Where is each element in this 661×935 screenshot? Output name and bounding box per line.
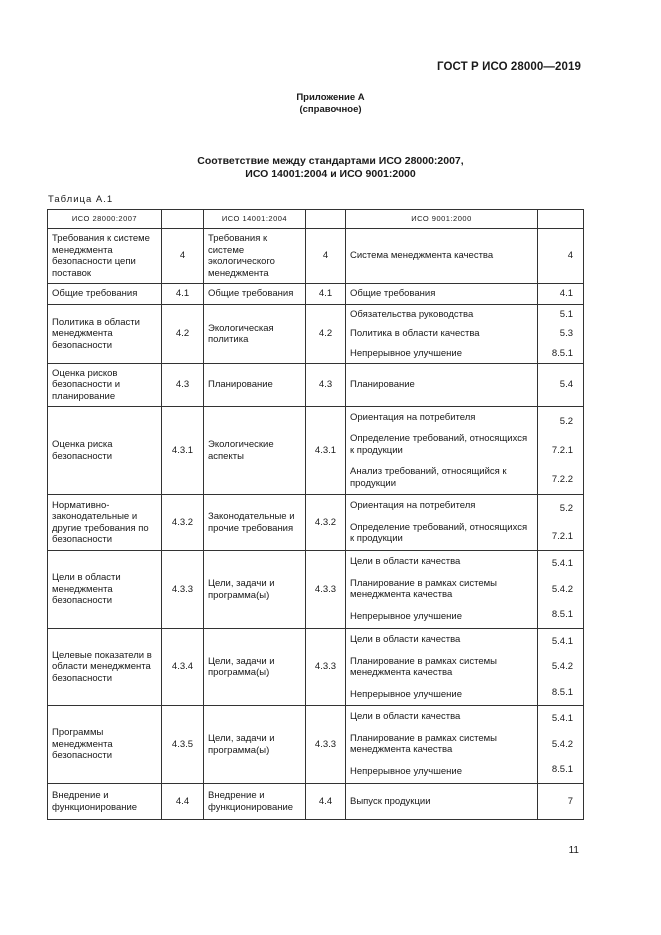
iso9001-requirements [346,284,538,305]
iso9001-clauses [538,364,584,407]
iso28000-clause: 4.3.2 [162,495,204,551]
iso28000-requirement: Политика в области менеджмента безопасности [48,305,162,364]
iso9001-clause: 5.4.2 [551,738,573,750]
header-iso9001: ИСО 9001:2000 [346,210,538,229]
iso28000-clause: 4.1 [162,284,204,305]
iso9001-clause: 7.2.1 [551,530,573,542]
annex-subtitle: (справочное) [299,104,362,115]
iso14001-clause: 4.1 [306,284,346,305]
iso28000-clause: 4.4 [162,784,204,820]
iso28000-requirement: Общие требования [48,284,162,305]
iso28000-requirement: Внедрение и функционирование [48,784,162,820]
section-title-line-2: ИСО 14001:2004 и ИСО 9001:2000 [245,168,416,180]
iso14001-requirement: Планирование [204,364,306,407]
iso9001-clause: 5.4.1 [551,635,573,647]
table-row [48,706,584,784]
iso9001-clause: 5.4 [559,379,573,391]
iso14001-clause: 4.2 [306,305,346,364]
iso9001-clauses [538,305,584,364]
iso14001-clause: 4 [306,229,346,284]
iso9001-clauses [538,551,584,629]
iso9001-clause: 5.4.2 [551,583,573,595]
iso28000-clause: 4.3.5 [162,706,204,784]
iso14001-requirement: Цели, задачи и программа(ы) [204,629,306,706]
iso9001-clause: 7 [567,795,573,807]
iso28000-clause: 4.3.3 [162,551,204,629]
iso9001-clauses [538,284,584,305]
iso9001-requirement: Непрерывное улучшение [350,611,462,623]
iso14001-requirement: Законодательные и прочие требования [204,495,306,551]
iso14001-clause: 4.4 [306,784,346,820]
table-row [48,305,584,364]
iso9001-requirement: Определение требований, относящихся к продукции [350,521,528,545]
iso14001-requirement: Общие требования [204,284,306,305]
iso28000-clause: 4.2 [162,305,204,364]
iso14001-requirement: Цели, задачи и программа(ы) [204,551,306,629]
iso9001-requirement: Непрерывное улучшение [350,766,462,778]
iso9001-clause: 4 [567,250,573,262]
iso28000-requirement: Требования к системе менеджмента безопасности цепи поставок [48,229,162,284]
iso14001-clause: 4.3.1 [306,407,346,495]
iso9001-clause: 5.4.1 [551,713,573,725]
iso9001-requirement: Непрерывное улучшение [350,688,462,700]
iso28000-clause: 4 [162,229,204,284]
iso9001-requirement: Определение требований, относящихся к продукции [350,433,528,456]
iso9001-clause: 8.5.1 [551,686,573,698]
iso14001-requirement: Требования к системе экологического менеджмента [204,229,306,284]
iso9001-requirements [346,551,538,629]
iso14001-clause: 4.3.3 [306,551,346,629]
iso9001-requirements [346,784,538,820]
iso9001-clauses [538,706,584,784]
iso9001-clause: 5.1 [559,308,573,320]
iso9001-requirement: Общие требования [350,288,436,300]
iso28000-clause: 4.3.4 [162,629,204,706]
iso28000-requirement: Оценка риска безопасности [48,407,162,495]
iso9001-requirement: Планирование в рамках системы менеджмента качества [350,577,497,601]
iso9001-requirements [346,364,538,407]
iso28000-requirement: Целевые показатели в области менеджмента безопасности [48,629,162,706]
iso9001-clauses [538,784,584,820]
table-row [48,364,584,407]
iso9001-clause: 7.2.2 [551,473,573,485]
iso14001-clause: 4.3.2 [306,495,346,551]
iso9001-clause: 8.5.1 [551,764,573,776]
iso28000-requirement: Цели в области менеджмента безопасности [48,551,162,629]
iso9001-clause: 4.1 [559,288,573,300]
page-number: 11 [568,845,579,856]
table-row [48,229,584,284]
section-title-line-1: Соответствие между стандартами ИСО 28000:2007, [197,155,464,167]
iso9001-clauses [538,407,584,495]
table-header-row [48,210,584,229]
header-iso14001: ИСО 14001:2004 [204,210,306,229]
iso14001-requirement: Экологические аспекты [204,407,306,495]
iso14001-clause: 4.3 [306,364,346,407]
iso9001-requirements [346,706,538,784]
iso14001-requirement: Цели, задачи и программа(ы) [204,706,306,784]
iso9001-requirement: Обязательства руководства [350,308,474,320]
iso9001-requirements [346,495,538,551]
iso9001-requirement: Выпуск продукции [350,795,431,807]
iso9001-clause: 5.4.2 [551,661,573,673]
iso9001-requirement: Планирование в рамках системы менеджмента качества [350,732,497,756]
iso9001-requirements [346,407,538,495]
header-iso28000: ИСО 28000:2007 [48,210,162,229]
iso9001-requirements [346,229,538,284]
iso9001-clause: 5.2 [559,503,573,514]
iso9001-clause: 5.3 [559,328,573,340]
iso9001-requirement: Цели в области качества [350,634,461,645]
section-title [0,155,661,181]
iso9001-clause: 7.2.1 [551,444,573,456]
correspondence-table [47,209,584,820]
iso28000-requirement: Нормативно-законодательные и другие требования по безопасности [48,495,162,551]
header-iso28000-clause [162,210,204,229]
table-row [48,495,584,551]
iso9001-requirement: Система менеджмента качества [350,250,494,262]
iso14001-clause: 4.3.3 [306,629,346,706]
header-iso9001-clause [538,210,584,229]
iso9001-clauses [538,229,584,284]
table-row [48,784,584,820]
table-row [48,407,584,495]
iso9001-requirement: Цели в области качества [350,556,461,568]
table-caption: Таблица А.1 [48,194,114,205]
iso9001-requirement: Цели в области качества [350,711,461,723]
iso9001-requirement: Анализ требований, относящийся к продукции [350,466,507,489]
header-iso14001-clause [306,210,346,229]
iso14001-requirement: Внедрение и функционирование [204,784,306,820]
iso9001-requirement: Ориентация на потребителя [350,500,476,512]
iso9001-requirement: Непрерывное улучшение [350,347,462,359]
iso9001-requirement: Политика в области качества [350,328,480,340]
iso28000-requirement: Программы менеджмента безопасности [48,706,162,784]
table-row [48,551,584,629]
iso14001-clause: 4.3.3 [306,706,346,784]
iso9001-clause: 5.2 [559,415,573,427]
iso28000-requirement: Оценка рисков безопасности и планирование [48,364,162,407]
iso9001-clause: 5.4.1 [551,558,573,570]
iso9001-requirement: Ориентация на потребителя [350,411,476,423]
iso9001-clauses [538,495,584,551]
document-code: ГОСТ Р ИСО 28000—2019 [436,61,581,73]
iso9001-requirement: Планирование в рамках системы менеджмента качества [350,655,497,678]
table-row [48,629,584,706]
iso9001-requirement: Планирование [350,379,415,391]
annex-heading [0,92,661,116]
table-row [48,284,584,305]
annex-title: Приложение А [296,92,365,103]
iso9001-requirements [346,305,538,364]
iso9001-clause: 8.5.1 [551,609,573,621]
iso28000-clause: 4.3.1 [162,407,204,495]
iso9001-clause: 8.5.1 [551,347,573,359]
iso14001-requirement: Экологическая политика [204,305,306,364]
iso9001-clauses [538,629,584,706]
iso28000-clause: 4.3 [162,364,204,407]
iso9001-requirements [346,629,538,706]
